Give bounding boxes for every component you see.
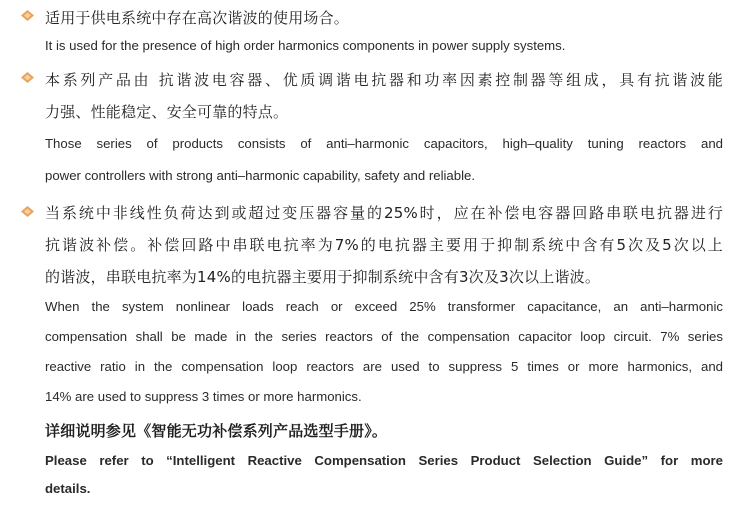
- section-3-en-line-3: reactive ratio in the compensation loop reactors are used to suppress 5 times or more harmonics, and: [45, 359, 723, 374]
- reference-en-line-1: Please refer to “Intelligent Reactive Compensation Series Product Selection Guide” for more: [45, 453, 723, 468]
- section-3-en-line-2: compensation shall be made in the series reactors of the compensation capacitor loop circuit. 7% series: [45, 329, 723, 344]
- reference-en-line-2: details.: [45, 481, 91, 496]
- orange-diamond-icon: [21, 10, 34, 21]
- section-1-en-line-1: It is used for the presence of high order harmonics components in power supply systems.: [45, 38, 566, 53]
- section-3-zh-line-2: 抗谐波补偿。补偿回路中串联电抗率为7%的电抗器主要用于抑制系统中含有5次及5次以上: [45, 236, 723, 254]
- section-3-zh-line-1: 当系统中非线性负荷达到或超过变压器容量的25%时，应在补偿电容器回路串联电抗器进行: [45, 204, 723, 222]
- orange-diamond-icon: [21, 206, 34, 217]
- section-3-en-line-1: When the system nonlinear loads reach or exceed 25% transformer capacitance, an anti–harmonic: [45, 299, 723, 314]
- section-2-zh-line-1: 本系列产品由 抗谐波电容器、优质调谐电抗器和功率因素控制器等组成，具有抗谐波能: [45, 71, 723, 89]
- section-3-zh-line-3: 的谐波，串联电抗率为14%的电抗器主要用于抑制系统中含有3次及3次以上谐波。: [45, 268, 601, 286]
- orange-diamond-icon: [21, 72, 34, 83]
- reference-zh: 详细说明参见《智能无功补偿系列产品选型手册》。: [45, 422, 388, 440]
- section-1-zh-line-1: 适用于供电系统中存在高次谐波的使用场合。: [45, 9, 350, 27]
- section-2-en-line-2: power controllers with strong anti–harmonic capability, safety and reliable.: [45, 168, 476, 183]
- section-2-en-line-1: Those series of products consists of anti–harmonic capacitors, high–quality tuning reactors and: [45, 136, 723, 151]
- section-3-en-line-4: 14% are used to suppress 3 times or more harmonics.: [45, 389, 362, 404]
- section-2-zh-line-2: 力强、性能稳定、安全可靠的特点。: [45, 103, 289, 121]
